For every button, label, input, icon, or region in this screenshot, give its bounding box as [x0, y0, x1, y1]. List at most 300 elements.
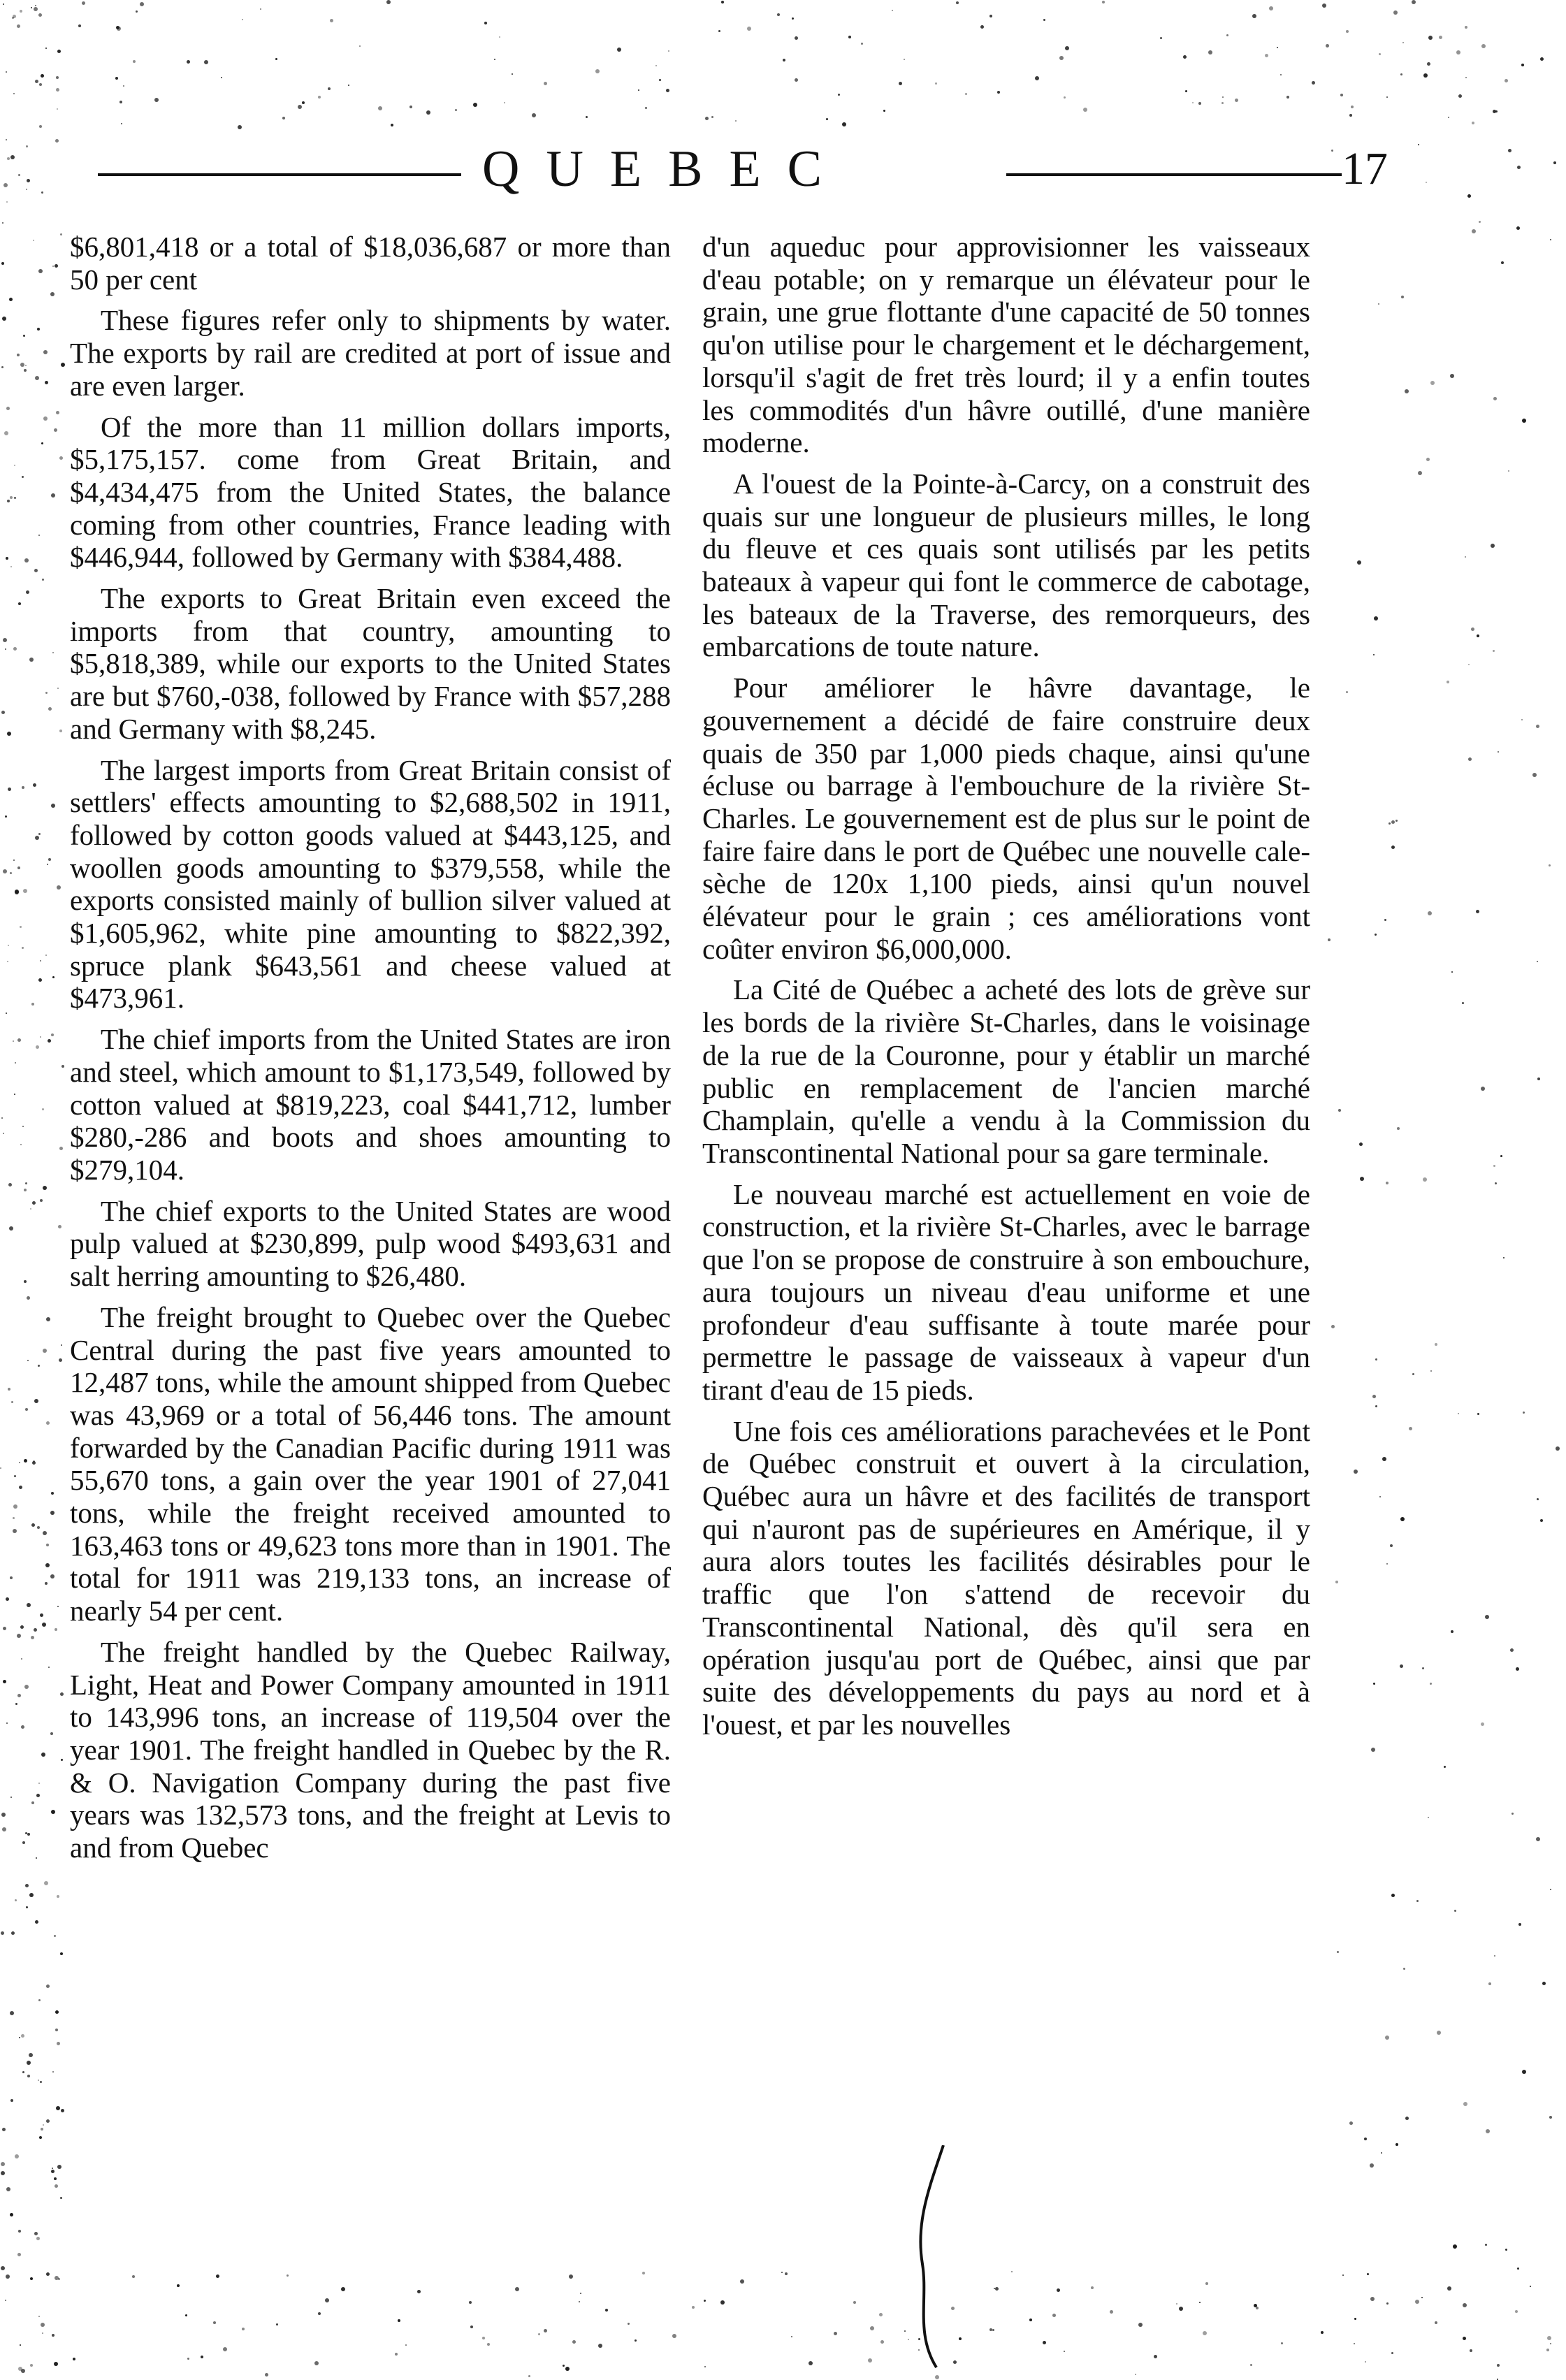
speckle — [5, 648, 6, 650]
speckle — [1481, 1722, 1484, 1726]
speckle — [1540, 1519, 1543, 1522]
speckle — [795, 36, 798, 40]
speckle — [30, 2277, 33, 2280]
speckle — [711, 116, 713, 118]
speckle — [1, 1117, 3, 1119]
speckle — [528, 2375, 530, 2377]
speckle — [55, 2184, 58, 2188]
speckle — [33, 783, 36, 787]
speckle — [21, 1658, 22, 1660]
speckle — [55, 264, 58, 268]
speckle — [997, 91, 1000, 94]
speckle — [1556, 1446, 1560, 1451]
speckle — [1135, 2374, 1136, 2375]
speckle — [13, 1040, 14, 1042]
speckle — [1418, 144, 1419, 145]
speckle — [1331, 1325, 1335, 1328]
speckle — [51, 1492, 54, 1495]
speckle — [1550, 2343, 1551, 2344]
speckle — [115, 77, 118, 80]
speckle — [1011, 2271, 1013, 2272]
speckle — [38, 1365, 40, 1367]
speckle — [1372, 1395, 1376, 1398]
speckle — [1451, 1630, 1453, 1633]
speckle — [1357, 560, 1361, 565]
speckle — [60, 2197, 62, 2199]
running-header — [84, 140, 1388, 203]
speckle — [41, 74, 44, 78]
speckle — [1360, 1177, 1364, 1181]
speckle — [1430, 1370, 1432, 1372]
speckle — [57, 50, 61, 53]
speckle — [1365, 2361, 1366, 2363]
speckle — [20, 1625, 24, 1629]
speckle — [55, 139, 59, 143]
speckle — [43, 1531, 47, 1535]
speckle — [40, 1036, 41, 1038]
speckle — [6, 1013, 7, 1014]
speckle — [544, 82, 547, 85]
speckle — [50, 1574, 55, 1579]
speckle — [1154, 2355, 1157, 2358]
speckle — [6, 201, 8, 203]
speckle — [223, 2347, 227, 2351]
speckle — [54, 2177, 57, 2180]
speckle — [720, 2300, 725, 2305]
speckle — [1286, 96, 1289, 99]
speckle — [1370, 2297, 1375, 2301]
speckle — [187, 60, 190, 64]
speckle — [883, 110, 885, 112]
speckle — [1511, 1813, 1514, 1815]
speckle — [1508, 470, 1509, 472]
speckle — [5, 815, 7, 818]
speckle — [59, 1358, 62, 1362]
speckle — [628, 2323, 630, 2325]
speckle — [216, 2274, 219, 2278]
speckle — [40, 1199, 43, 1202]
speckle — [177, 2284, 180, 2287]
speckle — [18, 2230, 21, 2233]
speckle — [20, 363, 24, 367]
speckle — [40, 960, 41, 962]
speckle — [36, 1794, 40, 1797]
speckle — [391, 124, 393, 126]
speckle — [38, 833, 41, 835]
paragraph: d'un aqueduc pour approvisionner les vaisseaux d'eau potable; on y remarque un élévateur pour le grain, une grue flottante d'une capacité de 50 tonnes qu'on utilise pour le chargement et le déchargement, lorsqu'il s'agit de fret très lourd; il y a enfin toutes les commodités d'un hâvre outillé, d'une manière moderne. — [702, 231, 1310, 459]
speckle — [1367, 2273, 1369, 2275]
speckle — [45, 1582, 48, 1585]
speckle — [1409, 1427, 1412, 1430]
speckle — [46, 2272, 50, 2276]
speckle — [1500, 1155, 1502, 1157]
speckle — [1340, 94, 1343, 96]
speckle — [538, 2333, 540, 2335]
speckle — [1373, 1683, 1375, 1685]
speckle — [1280, 74, 1282, 75]
speckle — [1447, 2286, 1451, 2291]
speckle — [1389, 822, 1391, 825]
speckle — [1435, 1343, 1437, 1346]
speckle — [1208, 50, 1212, 55]
speckle — [15, 1899, 17, 1901]
speckle — [1386, 2302, 1389, 2305]
speckle — [282, 117, 285, 119]
speckle — [1222, 96, 1224, 98]
speckle — [57, 688, 59, 689]
speckle — [1458, 1413, 1459, 1414]
speckle — [1342, 2274, 1344, 2276]
speckle — [1412, 1373, 1414, 1375]
speckle — [6, 557, 8, 560]
speckle — [1550, 239, 1551, 240]
speckle — [1430, 1683, 1432, 1685]
speckle — [1400, 1664, 1403, 1668]
speckle — [635, 2339, 637, 2342]
speckle — [1176, 2303, 1177, 2305]
speckle — [30, 1208, 31, 1210]
speckle — [1523, 1412, 1525, 1414]
speckle — [48, 858, 51, 861]
speckle — [238, 125, 242, 129]
speckle — [82, 1, 85, 5]
speckle — [598, 2344, 602, 2348]
speckle — [22, 476, 24, 478]
speckle — [1, 262, 4, 265]
speckle — [1057, 2288, 1060, 2292]
speckle — [1537, 1498, 1539, 1500]
speckle — [36, 2237, 40, 2240]
speckle — [41, 2128, 43, 2131]
speckle — [41, 2323, 45, 2327]
speckle — [1405, 2117, 1409, 2120]
speckle — [185, 2314, 187, 2316]
speckle — [995, 2287, 999, 2291]
speckle — [3, 638, 7, 642]
speckle — [1381, 2152, 1382, 2154]
speckle — [26, 1906, 28, 1908]
speckle — [417, 2290, 421, 2293]
speckle — [52, 2334, 55, 2337]
speckle — [13, 859, 15, 861]
speckle — [38, 978, 42, 982]
speckle — [22, 1126, 24, 1127]
speckle — [242, 19, 243, 20]
speckle — [34, 569, 38, 572]
speckle — [563, 2365, 565, 2367]
speckle — [1384, 919, 1386, 921]
pen-mark — [901, 2145, 985, 2369]
speckle — [25, 1182, 27, 1184]
speckle — [1481, 1087, 1485, 1091]
speckle — [54, 2362, 58, 2366]
speckle — [1488, 1982, 1491, 1985]
speckle — [1426, 182, 1427, 183]
speckle — [892, 10, 893, 11]
speckle — [532, 113, 536, 117]
speckle — [52, 976, 55, 978]
speckle — [1035, 76, 1039, 80]
speckle — [1550, 1889, 1551, 1890]
speckle — [45, 381, 48, 384]
speckle — [38, 1999, 41, 2001]
speckle — [704, 2366, 706, 2367]
speckle — [133, 60, 136, 63]
speckle — [1391, 820, 1395, 824]
speckle — [1485, 1615, 1489, 1619]
speckle — [1493, 650, 1495, 652]
speckle — [17, 1038, 21, 1042]
header-rule-left — [98, 173, 461, 176]
speckle — [32, 1201, 36, 1205]
speckle — [1331, 150, 1333, 152]
speckle — [668, 50, 669, 52]
speckle — [38, 1783, 40, 1784]
speckle — [1437, 2031, 1441, 2035]
speckle — [586, 116, 588, 118]
speckle — [213, 2321, 216, 2324]
speckle — [13, 1517, 15, 1519]
speckle — [666, 89, 669, 92]
speckle — [41, 442, 43, 444]
speckle — [1537, 1077, 1540, 1080]
speckle — [1203, 2331, 1207, 2335]
speckle — [3, 3, 4, 5]
speckle — [359, 45, 361, 47]
speckle — [13, 15, 16, 18]
speckle — [1472, 229, 1476, 233]
speckle — [470, 2325, 473, 2328]
speckle — [2, 2128, 6, 2131]
speckle — [1515, 2310, 1518, 2313]
speckle — [1373, 654, 1375, 655]
speckle — [46, 1421, 50, 1425]
speckle — [24, 1280, 27, 1283]
speckle — [1536, 725, 1539, 728]
speckle — [1479, 221, 1481, 223]
speckle — [826, 118, 828, 120]
speckle — [27, 1360, 29, 1361]
speckle — [1064, 2351, 1065, 2352]
page-number: 17 — [1342, 143, 1388, 194]
speckle — [1505, 79, 1508, 82]
speckle — [46, 1317, 50, 1321]
speckle — [7, 961, 8, 962]
speckle — [1463, 2337, 1466, 2340]
speckle — [27, 1603, 31, 1607]
speckle — [1467, 194, 1471, 198]
speckle — [1364, 2138, 1367, 2140]
speckle — [35, 376, 39, 380]
speckle — [15, 1703, 17, 1705]
speckle — [17, 866, 20, 869]
speckle — [1390, 1544, 1393, 1547]
speckle — [1370, 2163, 1374, 2168]
speckle — [1540, 57, 1544, 61]
speckle — [31, 1523, 35, 1527]
paragraph: The largest imports from Great Britain consist of settlers' effects amounting to $2,688,502 in 1911, followed by cotton goods valued at $443,125, and woollen goods amounting to $379,558, while the exports consisted mainly of bullion silver valued at $1,605,962, white pine amounting to $822,392, spruce plank $643,561 and cheese valued at $473,961. — [70, 753, 671, 1015]
speckle — [29, 658, 34, 662]
speckle — [57, 1606, 59, 1607]
speckle — [43, 416, 48, 421]
speckle — [1, 2171, 5, 2175]
speckle — [834, 2332, 837, 2335]
speckle — [6, 2274, 10, 2279]
speckle — [314, 2361, 319, 2365]
speckle — [1498, 751, 1499, 753]
speckle — [6, 139, 7, 140]
speckle — [23, 889, 27, 893]
speckle — [1537, 961, 1538, 962]
speckle — [9, 298, 13, 301]
paragraph: The chief exports to the United States are wood pulp valued at $230,899, pulp wood $493,631 and salt herring amounting to $26,480. — [70, 1194, 671, 1293]
speckle — [38, 2316, 40, 2317]
speckle — [1205, 2282, 1208, 2285]
paragraph: La Cité de Québec a acheté des lots de grève sur les bords de la rivière St-Charles, dans le voisinage de la rue de la Couronne, pour y établir un marché public en remplacement de l'ancien marché Champlain, qu'elle a vendu à la Commission du Transcontinental National pour sa gare terminale. — [702, 973, 1310, 1169]
speckle — [11, 1401, 13, 1403]
speckle — [56, 88, 59, 92]
speckle — [39, 125, 42, 128]
speckle — [1351, 106, 1354, 108]
speckle — [33, 240, 34, 241]
speckle — [1321, 2331, 1324, 2334]
speckle — [1371, 1748, 1375, 1752]
speckle — [899, 82, 902, 85]
speckle — [1374, 616, 1378, 621]
speckle — [50, 1732, 53, 1735]
speckle — [515, 2287, 519, 2291]
speckle — [17, 1634, 21, 1638]
speckle — [1423, 1177, 1427, 1182]
speckle — [328, 87, 331, 90]
speckle — [1043, 2341, 1046, 2344]
speckle — [1386, 1563, 1388, 1565]
speckle — [1463, 2303, 1467, 2307]
speckle — [21, 2369, 25, 2373]
speckle — [1428, 1817, 1429, 1818]
speckle — [1471, 627, 1474, 631]
speckle — [45, 1563, 50, 1567]
speckle — [1553, 161, 1556, 164]
speckle — [868, 2358, 872, 2363]
speckle — [1458, 94, 1462, 98]
speckle — [57, 885, 61, 890]
speckle — [455, 109, 457, 111]
left-column — [70, 231, 671, 1873]
speckle — [43, 1186, 47, 1190]
speckle — [705, 117, 709, 120]
speckle — [2, 1827, 6, 1831]
speckle — [1382, 1457, 1386, 1461]
speckle — [1401, 296, 1404, 298]
speckle — [37, 328, 40, 331]
speckle — [3, 1680, 6, 1683]
speckle — [1043, 19, 1045, 21]
speckle — [21, 1725, 24, 1729]
speckle — [1354, 1470, 1358, 1474]
speckle — [935, 82, 937, 85]
speckle — [1, 366, 3, 368]
speckle — [792, 17, 794, 20]
speckle — [51, 2170, 55, 2173]
speckle — [54, 428, 57, 432]
speckle — [35, 836, 39, 840]
speckle — [1083, 108, 1087, 112]
speckle — [1462, 1002, 1464, 1004]
speckle — [41, 191, 43, 194]
speckle — [11, 1931, 15, 1935]
speckle — [853, 2301, 856, 2304]
speckle — [1485, 2244, 1487, 2246]
speckle — [242, 2328, 245, 2330]
speckle — [275, 58, 277, 60]
speckle — [1456, 50, 1460, 55]
speckle — [1530, 2286, 1531, 2287]
speckle — [395, 2353, 398, 2356]
speckle — [15, 890, 19, 894]
speckle — [1354, 2318, 1356, 2320]
speckle — [1517, 2267, 1519, 2270]
speckle — [1400, 1517, 1405, 1521]
speckle — [1426, 458, 1430, 461]
speckle — [1, 1813, 6, 1817]
speckle — [325, 2298, 329, 2302]
speckle — [1493, 397, 1497, 400]
speckle — [1472, 122, 1474, 124]
speckle — [37, 1526, 40, 1529]
speckle — [24, 558, 29, 563]
right-column — [702, 231, 1310, 1750]
paragraph: A l'ouest de la Pointe-à-Carcy, on a construit des quais sur une longueur de plusieurs milles, le long du fleuve et ces quais sont utilisés par les petits bateaux à vapeur qui font le commerce de cabotage, les bateaux de la Traverse, des remorqueurs, des embarcations de toute nature. — [702, 467, 1310, 663]
speckle — [2, 222, 3, 224]
speckle — [989, 15, 992, 17]
speckle — [1265, 54, 1268, 57]
speckle — [1391, 2352, 1393, 2354]
header-rule-right — [1006, 173, 1342, 176]
speckle — [14, 1475, 16, 1477]
speckle — [27, 2075, 30, 2077]
speckle — [1497, 2364, 1500, 2367]
speckle — [27, 1833, 30, 1836]
speckle — [1064, 96, 1066, 99]
speckle — [52, 2168, 53, 2169]
speckle — [121, 123, 122, 124]
speckle — [1465, 26, 1467, 29]
speckle — [1477, 634, 1479, 637]
speckle — [61, 1759, 63, 1761]
speckle — [692, 2306, 695, 2309]
header-title: QUEBEC — [482, 140, 848, 198]
speckle — [1393, 10, 1398, 15]
speckle — [1423, 73, 1428, 78]
speckle — [659, 79, 661, 81]
speckle — [31, 1003, 34, 1006]
speckle — [260, 8, 261, 10]
speckle — [1235, 99, 1238, 102]
speckle — [1269, 6, 1273, 10]
speckle — [204, 60, 208, 64]
speckle — [781, 2272, 783, 2273]
speckle — [1102, 1, 1105, 3]
speckle — [544, 2329, 547, 2332]
speckle — [785, 2272, 788, 2275]
speckle — [10, 872, 12, 874]
speckle — [565, 2367, 570, 2371]
speckle — [41, 1753, 45, 1757]
speckle — [10, 2213, 13, 2216]
speckle — [935, 2375, 939, 2379]
speckle — [1, 711, 5, 714]
